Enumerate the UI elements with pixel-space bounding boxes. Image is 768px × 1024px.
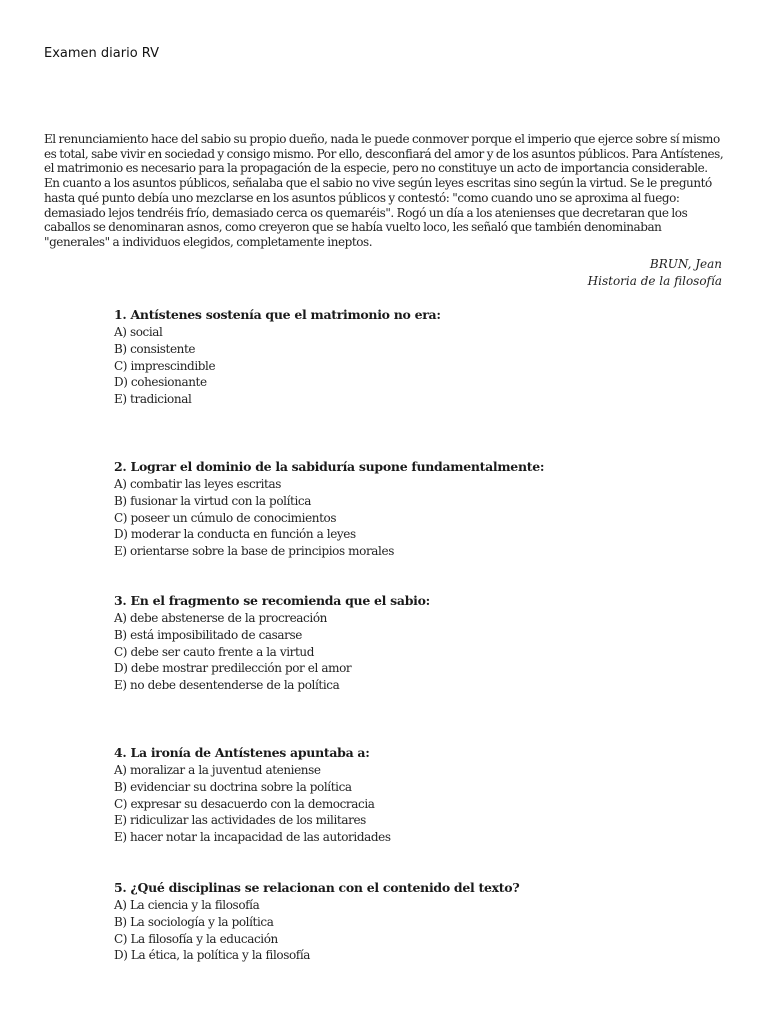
question-5 xyxy=(114,879,734,964)
answer-option-b: B) evidenciar su doctrina sobre la política xyxy=(114,779,352,794)
answer-option-b: B) fusionar la virtud con la política xyxy=(114,493,311,508)
question-1 xyxy=(114,306,734,408)
answer-options xyxy=(114,610,734,694)
question-3 xyxy=(114,592,734,694)
answer-option-c: C) imprescindible xyxy=(114,358,216,373)
question-stem: 2. Lograr el dominio de la sabiduría supone fundamentalmente: xyxy=(114,459,545,474)
answer-option-a: A) social xyxy=(114,325,163,339)
question-2 xyxy=(114,458,734,560)
attribution xyxy=(588,256,722,290)
answer-option-c: C) La filosofía y la educación xyxy=(114,931,278,946)
question-stem: 3. En el fragmento se recomienda que el sabio: xyxy=(114,593,430,608)
answer-option-e: E) no debe desentenderse de la política xyxy=(114,678,340,693)
answer-options xyxy=(114,897,734,964)
answer-option-b: B) consistente xyxy=(114,341,196,356)
attribution-author: BRUN, Jean xyxy=(649,257,722,271)
question-4 xyxy=(114,744,734,846)
answer-option-d: D) cohesionante xyxy=(114,375,207,390)
answer-option-e: E) orientarse sobre la base de principios morales xyxy=(114,544,394,559)
answer-option-a: A) La ciencia y la filosofía xyxy=(114,898,260,912)
answer-option-d: D) debe mostrar predilección por el amor xyxy=(114,661,352,676)
answer-option-d: D) La ética, la política y la filosofía xyxy=(114,948,311,963)
document-title: Examen diario RV xyxy=(44,46,159,61)
answer-option-a: A) debe abstenerse de la procreación xyxy=(114,611,327,625)
answer-option-a: A) moralizar a la juventud ateniense xyxy=(114,763,321,777)
question-stem: 4. La ironía de Antístenes apuntaba a: xyxy=(114,745,370,760)
answer-option-c: C) poseer un cúmulo de conocimientos xyxy=(114,510,337,525)
answer-options xyxy=(114,324,734,408)
question-stem: 1. Antístenes sostenía que el matrimonio no era: xyxy=(114,307,441,322)
answer-option-d: D) moderar la conducta en función a leyes xyxy=(114,527,356,542)
answer-option-e: E) ridiculizar las actividades de los militares xyxy=(114,813,366,828)
attribution-source: Historia de la filosofía xyxy=(587,274,722,288)
answer-options xyxy=(114,762,734,846)
answer-option-c: C) debe ser cauto frente a la virtud xyxy=(114,644,315,659)
answer-option-b: B) La sociología y la política xyxy=(114,914,274,929)
answer-options xyxy=(114,476,734,560)
answer-option-c: C) expresar su desacuerdo con la democracia xyxy=(114,796,375,811)
question-stem: 5. ¿Qué disciplinas se relacionan con el contenido del texto? xyxy=(114,880,520,895)
answer-option-e: E) tradicional xyxy=(114,392,192,407)
answer-option-e: E) hacer notar la incapacidad de las autoridades xyxy=(114,830,391,845)
reading-passage: El renunciamiento hace del sabio su propio dueño, nada le puede conmover porque el imperio que ejerce sobre sí mismo es total, sabe vivir en sociedad y consigo mismo. Por ello, desconfiará del amor y de los asuntos públicos. Para Antístenes, el matrimonio es necesario para la propagación de la especie, pero no constituye un acto de importancia considerable. En cuanto a los asuntos públicos, señalaba que el sabio no vive según leyes escritas sino según la virtud. Se le preguntó hasta qué punto debía uno mezclarse en los asuntos públicos y contestó: "como cuando uno se aproxima al fuego: demasiado lejos tendréis frío, demasiado cerca os quemaréis". Rogó un día a los atenienses que decretaran que los caballos se denominaran asnos, como creyeron que se había vuelto loco, les señaló que también denominaban "generales" a individuos elegidos, completamente ineptos. xyxy=(44,132,724,249)
answer-option-b: B) está imposibilitado de casarse xyxy=(114,627,302,642)
answer-option-a: A) combatir las leyes escritas xyxy=(114,477,281,491)
